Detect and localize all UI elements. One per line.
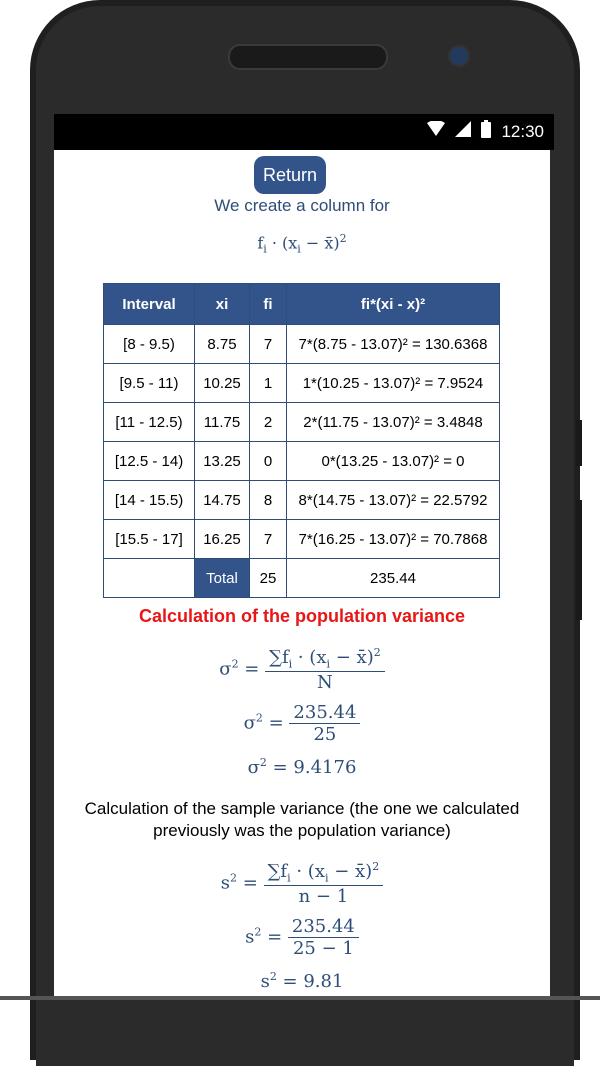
population-formula: $\sigma^2$ = $\frac{\sum f_i \cdot (x_i - x̄)^2}{N}$ xyxy=(54,646,550,693)
cell-product: 8*(14.75 - 13.07)² = 22.5792 xyxy=(287,481,500,520)
cell-product: 7*(8.75 - 13.07)² = 130.6368 xyxy=(287,325,500,364)
cell-interval: [8 - 9.5) xyxy=(104,325,195,364)
clock: 12:30 xyxy=(501,121,544,141)
earpiece-speaker xyxy=(228,44,388,70)
cell-xi: 16.25 xyxy=(195,520,250,559)
table-row xyxy=(104,403,500,442)
cell-product: 1*(10.25 - 13.07)² = 7.9524 xyxy=(287,364,500,403)
cell-xi: 8.75 xyxy=(195,325,250,364)
battery-icon xyxy=(481,120,491,143)
app-screen xyxy=(54,150,550,1000)
cell-fi: 8 xyxy=(250,481,287,520)
total-fi: 25 xyxy=(250,559,287,598)
power-button xyxy=(576,420,582,466)
cell-empty xyxy=(104,559,195,598)
cell-xi: 13.25 xyxy=(195,442,250,481)
column-formula: $f_i \cdot (x_i$ − x̄)$^2$ xyxy=(257,232,347,256)
table-row xyxy=(104,481,500,520)
table-row xyxy=(104,520,500,559)
cell-product: 7*(16.25 - 13.07)² = 70.7868 xyxy=(287,520,500,559)
cell-fi: 7 xyxy=(250,325,287,364)
total-sum: 235.44 xyxy=(287,559,500,598)
signal-icon xyxy=(455,121,471,142)
population-variance-title: Calculation of the population variance xyxy=(138,606,466,626)
cell-xi: 14.75 xyxy=(195,481,250,520)
population-sum-value: 235.44 xyxy=(289,702,360,724)
sample-denominator: n − 1 xyxy=(298,885,349,907)
cell-interval: [14 - 15.5) xyxy=(104,481,195,520)
population-fraction xyxy=(265,646,385,693)
cell-xi: 10.25 xyxy=(195,364,250,403)
volume-button xyxy=(576,500,582,620)
sample-n-minus-1: 25 − 1 xyxy=(292,938,354,959)
sample-variance-title: Calculation of the sample variance (the one we calculated previously was the population variance) xyxy=(84,799,520,840)
header-product: fi*(xi - x)² xyxy=(287,284,500,325)
cell-interval: [15.5 - 17] xyxy=(104,520,195,559)
population-denominator: N xyxy=(317,671,333,693)
population-n-value: 25 xyxy=(313,724,337,745)
frequency-table xyxy=(103,283,500,598)
header-xi: xi xyxy=(195,284,250,325)
cell-product: 2*(11.75 - 13.07)² = 3.4848 xyxy=(287,403,500,442)
table-row xyxy=(104,325,500,364)
cell-interval: [9.5 - 11) xyxy=(104,364,195,403)
cell-fi: 1 xyxy=(250,364,287,403)
sample-formula: $s^2$ = $\frac{\sum f_i \cdot (x_i - x̄)^2}{n - 1}$ xyxy=(54,860,550,907)
cell-fi: 7 xyxy=(250,520,287,559)
screen-bottom-edge xyxy=(0,996,600,1000)
cell-fi: 2 xyxy=(250,403,287,442)
header-fi: fi xyxy=(250,284,287,325)
table-header-row xyxy=(104,284,500,325)
population-sub-fraction xyxy=(289,702,360,745)
table-total-row xyxy=(104,559,500,598)
population-result: 9.4176 xyxy=(293,757,357,778)
cell-interval: [12.5 - 14) xyxy=(104,442,195,481)
header-interval: Interval xyxy=(104,284,195,325)
intro-text: We create a column for xyxy=(214,196,390,215)
status-bar xyxy=(54,114,554,150)
table-row xyxy=(104,442,500,481)
fraction-numerator: $\sum f_i \cdot (x_i$ − x̄)$^2$ xyxy=(265,646,385,672)
sample-sub-fraction xyxy=(288,916,359,959)
front-camera-icon xyxy=(448,45,470,67)
cell-product: 0*(13.25 - 13.07)² = 0 xyxy=(287,442,500,481)
cell-interval: [11 - 12.5) xyxy=(104,403,195,442)
sample-substitution: $s^2$ = $\frac{235.44}{25 - 1}$ xyxy=(54,916,550,959)
population-substitution: $\sigma^2$ = $\frac{235.44}{25}$ xyxy=(54,702,550,745)
table-row xyxy=(104,364,500,403)
wifi-icon xyxy=(427,121,445,142)
total-label: Total xyxy=(195,559,250,598)
sample-fraction xyxy=(264,860,384,907)
sample-result-line: $s^2 = 9.81$ xyxy=(260,970,344,992)
return-button[interactable]: Return xyxy=(254,156,326,194)
sample-result: 9.81 xyxy=(303,971,344,992)
cell-xi: 11.75 xyxy=(195,403,250,442)
sample-sum-value: 235.44 xyxy=(288,916,359,938)
fraction-numerator: $\sum f_i \cdot (x_i$ − x̄)$^2$ xyxy=(264,860,384,886)
population-result-line: $\sigma^2 = 9.4176$ xyxy=(247,756,357,778)
cell-fi: 0 xyxy=(250,442,287,481)
